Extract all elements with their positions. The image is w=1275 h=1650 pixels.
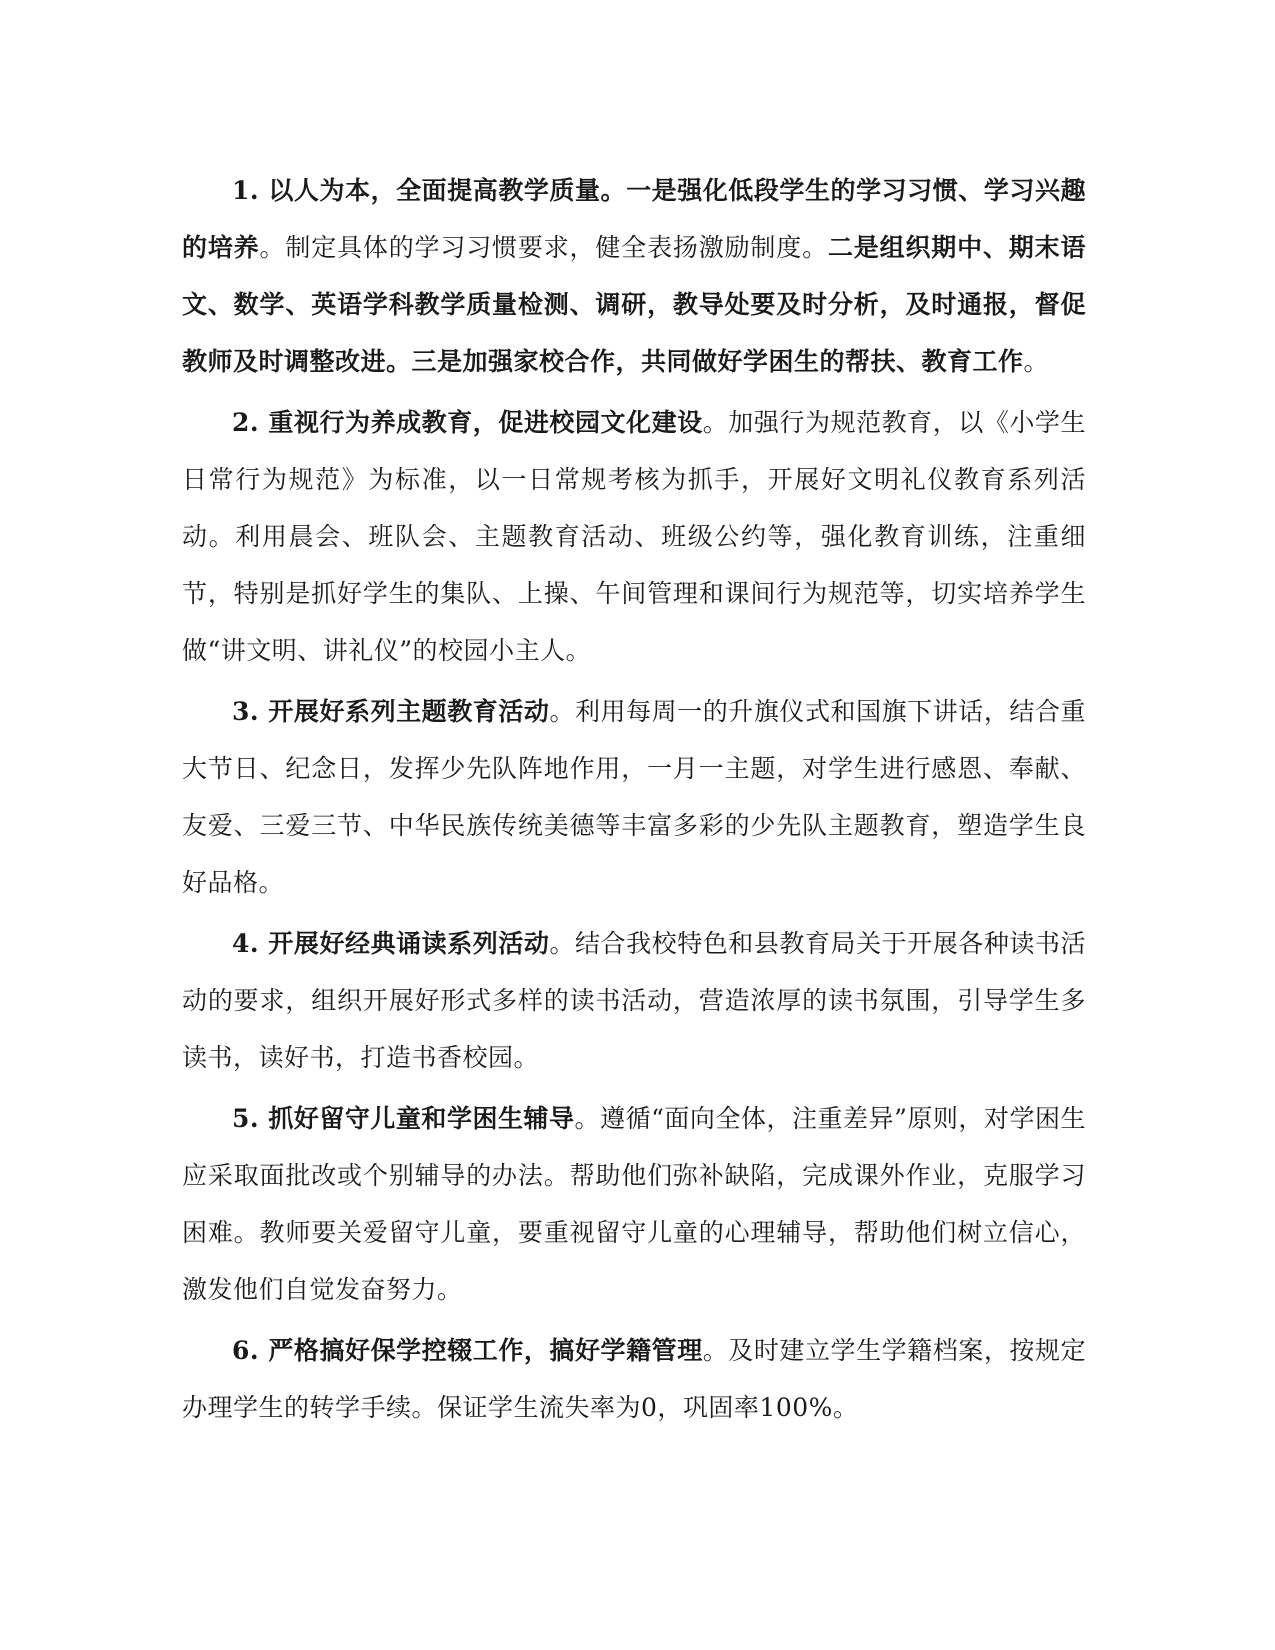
paragraph-6-heading: 6. 严格搞好保学控辍工作，搞好学籍管理 [232, 1336, 703, 1365]
paragraph-4 [182, 915, 1086, 1086]
paragraph-2-heading: 2. 重视行为养成教育，促进校园文化建设 [232, 408, 703, 437]
paragraph-3-body: 。利用每周一的升旗仪式和国旗下讲话，结合重大节日、纪念日，发挥少先队阵地作用，一月一主题，对学生进行感恩、奉献、友爱、三爱三节、中华民族传统美德等丰富多彩的少先队主题教育，塑造学生良好品格。 [182, 697, 1086, 897]
paragraph-5-heading: 5. 抓好留守儿童和学困生辅导 [232, 1104, 575, 1133]
paragraph-3-heading: 3. 开展好系列主题教育活动 [232, 697, 550, 726]
paragraph-1-bold-1: 1. 以人为本，全面提高教学质量。一是强化低段学生的学习习惯、学习兴趣的培养 [182, 176, 1086, 262]
paragraph-2 [182, 394, 1086, 679]
paragraph-4-heading: 4. 开展好经典诵读系列活动 [232, 929, 550, 958]
paragraph-3 [182, 683, 1086, 911]
paragraph-1-text-2: 。 [1023, 347, 1050, 376]
paragraph-4-body: 。结合我校特色和县教育局关于开展各种读书活动的要求，组织开展好形式多样的读书活动，营造浓厚的读书氛围，引导学生多读书，读好书，打造书香校园。 [182, 929, 1086, 1072]
document-page [182, 162, 1086, 1440]
paragraph-5-body: 。遵循“面向全体，注重差异”原则，对学困生应采取面批改或个别辅导的办法。帮助他们弥补缺陷，完成课外作业，克服学习困难。教师要关爱留守儿童，要重视留守儿童的心理辅导，帮助他们树立信心，激发他们自觉发奋努力。 [182, 1104, 1086, 1304]
paragraph-1-bold-2: 二是组织期中、期末语文、数学、英语学科教学质量检测、调研，教导处要及时分析，及时通报，督促教师及时调整改进。三是加强家校合作，共同做好学困生的帮扶、教育工作 [182, 233, 1086, 376]
paragraph-6 [182, 1322, 1086, 1436]
paragraph-6-body: 。及时建立学生学籍档案，按规定办理学生的转学手续。保证学生流失率为0，巩固率100%。 [182, 1336, 1086, 1422]
paragraph-1-text-1: 。制定具体的学习习惯要求，健全表扬激励制度。 [259, 233, 828, 262]
paragraph-1 [182, 162, 1086, 390]
paragraph-5 [182, 1090, 1086, 1318]
paragraph-2-body: 。加强行为规范教育，以《小学生日常行为规范》为标准，以一日常规考核为抓手，开展好文明礼仪教育系列活动。利用晨会、班队会、主题教育活动、班级公约等，强化教育训练，注重细节，特别是抓好学生的集队、上操、午间管理和课间行为规范等，切实培养学生做“讲文明、讲礼仪”的校园小主人。 [182, 408, 1086, 665]
